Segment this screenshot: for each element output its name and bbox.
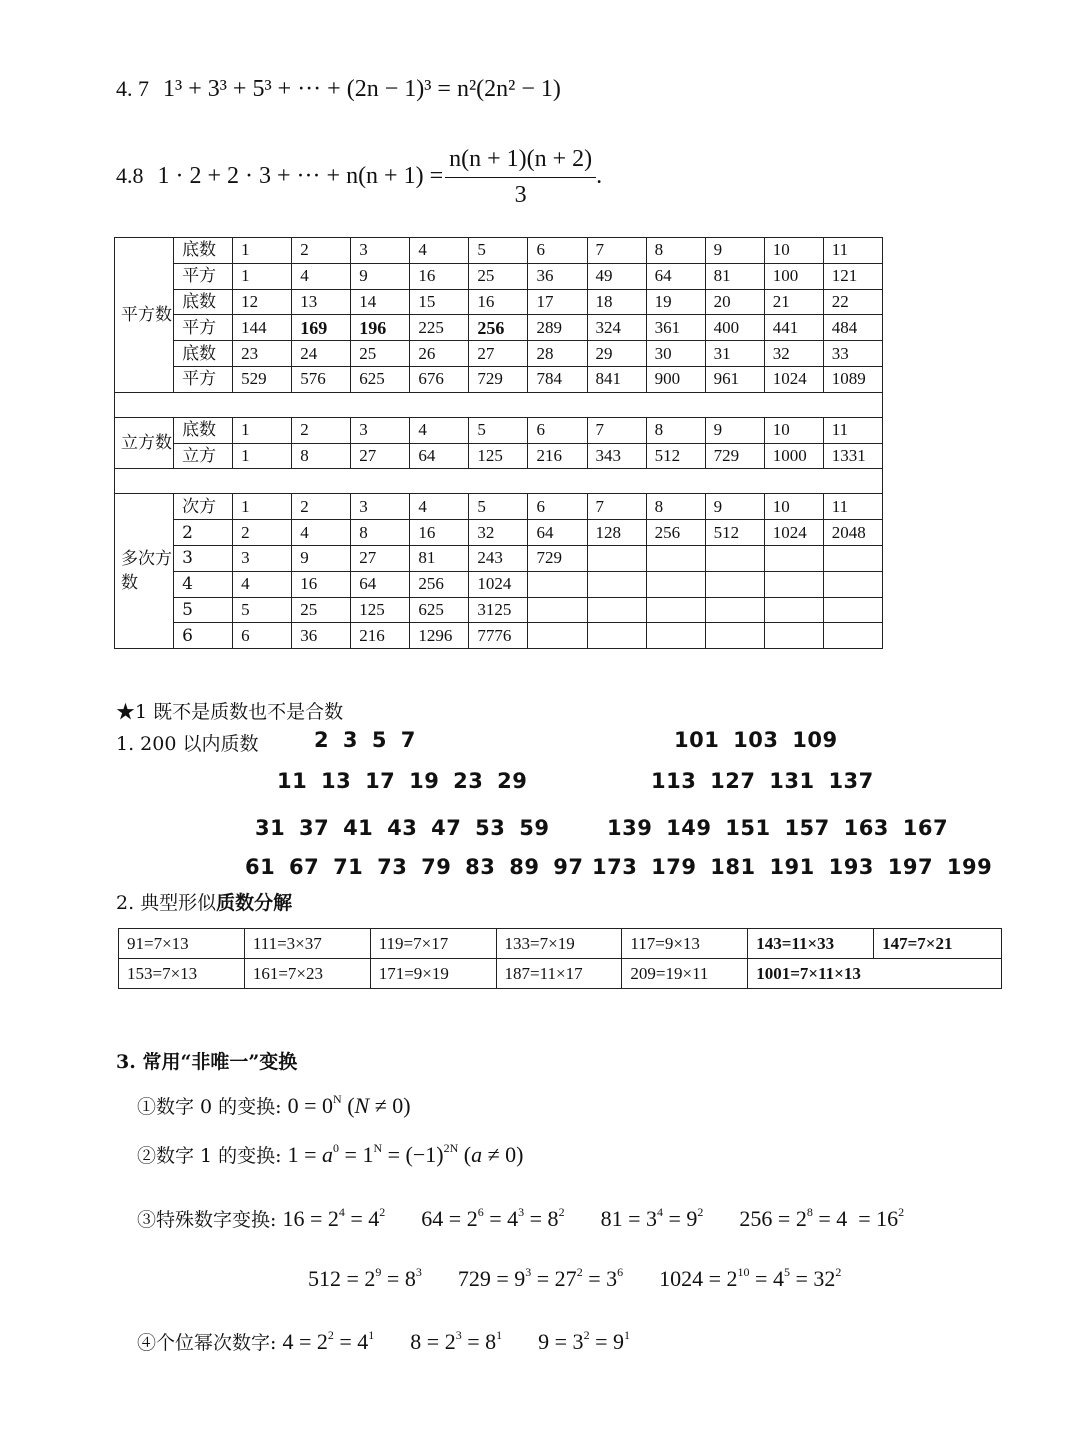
transform-item-math: $1 = a^0 = 1^N = (-1)^{2N}$ (a ≠ 0) (287, 1141, 524, 1167)
factor-cell: 91=7×13 (119, 929, 245, 959)
fraction-numerator: n(n + 1)(n + 2) (445, 146, 596, 178)
table-cell: 7 (587, 417, 646, 443)
factor-cell: 187=11×17 (496, 959, 622, 989)
formula-lhs: 1 · 2 + 2 · 3 + ··· + n(n + 1) = (157, 163, 444, 190)
table-cell (646, 571, 705, 597)
row-label: 平方 (174, 315, 233, 341)
table-cell: 16 (410, 263, 469, 289)
table-cell: 9 (292, 545, 351, 571)
table-cell: 729 (469, 366, 528, 392)
table-cell: 14 (351, 289, 410, 315)
table-cell: 3 (233, 545, 292, 571)
table-cell: 16 (410, 520, 469, 546)
table-cell: 8 (646, 238, 705, 264)
table-cell (764, 545, 823, 571)
table-row (115, 315, 883, 341)
transform-item-4 (137, 1328, 630, 1355)
table-cell: 27 (469, 341, 528, 367)
row-label: 底数 (174, 238, 233, 264)
table-cell (823, 623, 882, 649)
table-cell: 32 (764, 341, 823, 367)
table-cell: 256 (469, 315, 528, 341)
table-cell (528, 597, 587, 623)
table-cell: 1296 (410, 623, 469, 649)
table-cell: 64 (410, 443, 469, 469)
table-cell: 169 (292, 315, 351, 341)
table-cell: 24 (292, 341, 351, 367)
table-cell (823, 597, 882, 623)
table-cell: 1089 (823, 366, 882, 392)
transform-item-math: $16 = 2^4 = 4^2$ $64 = 2^6 = 4^3 = 8^2$ $81 = 3^4 = 9^2$ $256 = 2^8 = 4 = 16^2$ (282, 1205, 905, 1231)
table-cell (587, 545, 646, 571)
table-cell (587, 597, 646, 623)
formula-4-7 (116, 76, 561, 103)
table-cell: 6 (528, 494, 587, 520)
table-cell: 5 (469, 417, 528, 443)
row-label: 底数 (174, 417, 233, 443)
table-row (115, 597, 883, 623)
table-cell: 12 (233, 289, 292, 315)
transform-item-3-cont (308, 1266, 841, 1292)
table-row (115, 494, 883, 520)
table-cell: 676 (410, 366, 469, 392)
table-cell: 81 (705, 263, 764, 289)
transform-item-math: $0 = 0^N$ (N ≠ 0) (287, 1092, 411, 1118)
table-cell: 4 (292, 263, 351, 289)
table-cell: 18 (587, 289, 646, 315)
factor-row-1 (119, 929, 1002, 959)
table-cell: 13 (292, 289, 351, 315)
table-cell: 64 (646, 263, 705, 289)
table-cell: 7 (587, 238, 646, 264)
table-cell: 10 (764, 494, 823, 520)
table-cell (587, 571, 646, 597)
table-cell: 32 (469, 520, 528, 546)
table-cell: 36 (528, 263, 587, 289)
table-cell: 1 (233, 263, 292, 289)
table-cell: 729 (528, 545, 587, 571)
table-cell: 1331 (823, 443, 882, 469)
table-cell: 100 (764, 263, 823, 289)
factor-cell: 133=7×19 (496, 929, 622, 959)
table-cell: 961 (705, 366, 764, 392)
table-cell: 576 (292, 366, 351, 392)
table-cell: 1 (233, 494, 292, 520)
table-cell: 196 (351, 315, 410, 341)
factor-heading-prefix: 2. 典型形似 (116, 892, 217, 914)
star-note: ★1 既不是质数也不是合数 (116, 701, 344, 723)
table-spacer-row (115, 392, 883, 417)
table-row (115, 289, 883, 315)
primes-left-row-4: 61 67 71 73 79 83 89 97 (245, 855, 584, 879)
fraction (445, 146, 596, 209)
formula-text: 1³ + 3³ + 5³ + ··· + (2n − 1)³ = n²(2n² − 1) (163, 76, 561, 102)
primes-right-row-1: 101 103 109 (674, 728, 838, 752)
group-label: 多次方数 (115, 494, 174, 649)
factor-cell: 209=19×11 (622, 959, 748, 989)
row-label: 立方 (174, 443, 233, 469)
table-spacer-cell (115, 469, 883, 494)
table-cell: 28 (528, 341, 587, 367)
table-cell: 20 (705, 289, 764, 315)
table-cell: 225 (410, 315, 469, 341)
table-cell: 64 (528, 520, 587, 546)
table-row (115, 238, 883, 264)
table-cell: 3 (351, 238, 410, 264)
table-cell: 243 (469, 545, 528, 571)
table-cell: 64 (351, 571, 410, 597)
row-label: 底数 (174, 289, 233, 315)
table-cell: 484 (823, 315, 882, 341)
row-label: 5 (174, 597, 233, 623)
table-cell: 900 (646, 366, 705, 392)
transform-heading: 3. 常用“非唯一”变换 (116, 1051, 298, 1073)
table-cell: 3125 (469, 597, 528, 623)
table-cell: 9 (705, 417, 764, 443)
row-label: 底数 (174, 341, 233, 367)
primes-right-row-3: 139 149 151 157 163 167 (607, 816, 949, 840)
table-cell: 361 (646, 315, 705, 341)
table-cell: 23 (233, 341, 292, 367)
table-cell: 6 (528, 238, 587, 264)
transform-item-label: ③特殊数字变换: (137, 1209, 277, 1231)
table-cell: 125 (351, 597, 410, 623)
table-cell (528, 623, 587, 649)
group-label: 立方数 (115, 417, 174, 469)
table-cell: 11 (823, 417, 882, 443)
table-cell (764, 623, 823, 649)
table-cell: 441 (764, 315, 823, 341)
table-cell (705, 545, 764, 571)
power-table (114, 237, 883, 649)
table-cell (646, 597, 705, 623)
table-cell: 2 (292, 494, 351, 520)
table-row (115, 520, 883, 546)
table-cell: 22 (823, 289, 882, 315)
table-row (115, 263, 883, 289)
table-cell: 27 (351, 443, 410, 469)
factor-table (118, 928, 1002, 989)
transform-item-1 (137, 1092, 411, 1119)
factor-cell: 161=7×23 (244, 959, 370, 989)
primes-left-row-3: 31 37 41 43 47 53 59 (255, 816, 550, 840)
table-cell: 16 (469, 289, 528, 315)
table-cell: 5 (469, 238, 528, 264)
table-cell (705, 571, 764, 597)
transform-item-math: $4 = 2^2 = 4^1$ $8 = 2^3 = 8^1$ $9 = 3^2 = 9^1$ (282, 1328, 630, 1354)
table-cell: 144 (233, 315, 292, 341)
table-cell (705, 623, 764, 649)
table-spacer-row (115, 469, 883, 494)
table-cell: 9 (705, 238, 764, 264)
table-cell: 26 (410, 341, 469, 367)
formula-number: 4.8 (116, 163, 144, 189)
table-cell: 1 (233, 238, 292, 264)
table-cell: 343 (587, 443, 646, 469)
table-cell: 289 (528, 315, 587, 341)
table-cell (646, 545, 705, 571)
table-cell: 16 (292, 571, 351, 597)
table-cell: 1024 (764, 366, 823, 392)
table-cell: 81 (410, 545, 469, 571)
table-cell: 216 (351, 623, 410, 649)
table-cell: 1 (233, 417, 292, 443)
table-cell: 216 (528, 443, 587, 469)
table-cell: 5 (233, 597, 292, 623)
factor-cell: 1001=7×11×13 (748, 959, 1002, 989)
table-cell: 1024 (764, 520, 823, 546)
table-cell: 1000 (764, 443, 823, 469)
table-cell: 30 (646, 341, 705, 367)
table-cell: 11 (823, 238, 882, 264)
table-cell: 8 (646, 417, 705, 443)
table-cell: 27 (351, 545, 410, 571)
formula-4-8: 4.8 1 · 2 + 2 · 3 + ··· + n(n + 1) = $\frac{n(n + 1)(n + 2)}{3}$ . (116, 146, 603, 208)
table-cell (823, 545, 882, 571)
factor-cell: 147=7×21 (874, 929, 1002, 959)
formula-number: 4. 7 (116, 76, 149, 101)
table-cell: 1 (233, 443, 292, 469)
row-label: 平方 (174, 366, 233, 392)
row-label: 3 (174, 545, 233, 571)
table-cell: 625 (410, 597, 469, 623)
table-cell: 3 (351, 494, 410, 520)
row-label: 次方 (174, 494, 233, 520)
table-cell: 400 (705, 315, 764, 341)
table-cell: 19 (646, 289, 705, 315)
table-cell (823, 571, 882, 597)
table-row (115, 571, 883, 597)
table-cell: 9 (705, 494, 764, 520)
factor-heading-bold: 质数分解 (216, 892, 293, 914)
table-row (115, 545, 883, 571)
primes-right-row-2: 113 127 131 137 (651, 769, 874, 793)
transform-item-3 (137, 1205, 904, 1232)
table-cell: 625 (351, 366, 410, 392)
table-cell: 15 (410, 289, 469, 315)
table-spacer-cell (115, 392, 883, 417)
table-cell: 841 (587, 366, 646, 392)
table-cell: 36 (292, 623, 351, 649)
table-row (115, 443, 883, 469)
table-cell: 125 (469, 443, 528, 469)
table-cell (764, 571, 823, 597)
table-cell (705, 597, 764, 623)
table-cell: 6 (233, 623, 292, 649)
table-cell: 4 (292, 520, 351, 546)
table-cell: 729 (705, 443, 764, 469)
factor-row-2 (119, 959, 1002, 989)
table-cell: 25 (292, 597, 351, 623)
table-cell: 2048 (823, 520, 882, 546)
table-cell: 21 (764, 289, 823, 315)
table-cell: 25 (469, 263, 528, 289)
factor-cell: 153=7×13 (119, 959, 245, 989)
table-row (115, 623, 883, 649)
table-cell: 49 (587, 263, 646, 289)
transform-item-math: $512 = 2^9 = 8^3$ $729 = 9^3 = 27^2 = 3^6$ $1024 = 2^{10} = 4^5 = 32^2$ (308, 1265, 842, 1291)
table-cell: 11 (823, 494, 882, 520)
table-cell (528, 571, 587, 597)
table-cell: 5 (469, 494, 528, 520)
transform-item-label: ①数字 0 的变换: (137, 1096, 282, 1118)
factor-cell: 117=9×13 (622, 929, 748, 959)
table-cell (764, 597, 823, 623)
table-cell (646, 623, 705, 649)
factor-cell: 111=3×37 (244, 929, 370, 959)
table-cell: 7776 (469, 623, 528, 649)
table-row (115, 417, 883, 443)
table-cell: 10 (764, 417, 823, 443)
table-cell: 529 (233, 366, 292, 392)
table-cell: 9 (351, 263, 410, 289)
table-cell (587, 623, 646, 649)
transform-item-label: ④个位幂次数字: (137, 1332, 277, 1354)
table-cell: 31 (705, 341, 764, 367)
table-cell: 256 (646, 520, 705, 546)
table-cell: 512 (646, 443, 705, 469)
table-cell: 10 (764, 238, 823, 264)
table-cell: 324 (587, 315, 646, 341)
row-label: 平方 (174, 263, 233, 289)
factor-cell: 171=9×19 (370, 959, 496, 989)
table-cell: 4 (410, 417, 469, 443)
table-cell: 2 (233, 520, 292, 546)
table-row (115, 341, 883, 367)
table-row (115, 366, 883, 392)
table-cell: 8 (646, 494, 705, 520)
table-cell: 29 (587, 341, 646, 367)
table-cell: 256 (410, 571, 469, 597)
table-cell: 3 (351, 417, 410, 443)
transform-item-label: ②数字 1 的变换: (137, 1145, 282, 1167)
transform-item-2 (137, 1141, 524, 1168)
table-cell: 4 (410, 238, 469, 264)
table-cell: 8 (292, 443, 351, 469)
fraction-denominator: 3 (514, 182, 527, 208)
primes-left-row-2: 11 13 17 19 23 29 (277, 769, 528, 793)
primes-heading: 1. 200 以内质数 (116, 733, 259, 755)
table-cell: 17 (528, 289, 587, 315)
row-label: 6 (174, 623, 233, 649)
primes-right-row-4: 173 179 181 191 193 197 199 (592, 855, 993, 879)
factor-heading (116, 888, 292, 915)
row-label: 4 (174, 571, 233, 597)
table-cell: 128 (587, 520, 646, 546)
table-cell: 8 (351, 520, 410, 546)
table-cell: 4 (410, 494, 469, 520)
table-cell: 6 (528, 417, 587, 443)
table-cell: 784 (528, 366, 587, 392)
table-cell: 2 (292, 238, 351, 264)
row-label: 2 (174, 520, 233, 546)
group-label: 平方数 (115, 238, 174, 393)
factor-cell: 119=7×17 (370, 929, 496, 959)
table-cell: 2 (292, 417, 351, 443)
table-cell: 1024 (469, 571, 528, 597)
table-cell: 121 (823, 263, 882, 289)
table-cell: 33 (823, 341, 882, 367)
table-cell: 25 (351, 341, 410, 367)
table-cell: 512 (705, 520, 764, 546)
table-cell: 7 (587, 494, 646, 520)
table-cell: 4 (233, 571, 292, 597)
primes-left-row-1: 2 3 5 7 (314, 728, 416, 752)
factor-cell: 143=11×33 (748, 929, 874, 959)
